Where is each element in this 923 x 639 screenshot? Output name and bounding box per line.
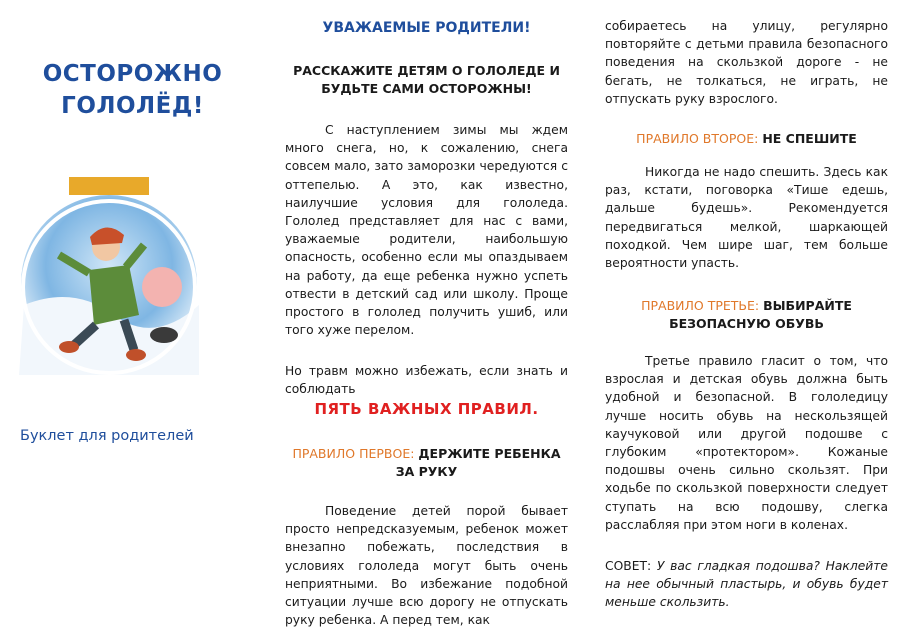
child-slipping-on-ice-illustration — [14, 175, 204, 375]
rule1-heading: ПРАВИЛО ПЕРВОЕ: ДЕРЖИТЕ РЕБЕНКА ЗА РУКУ — [285, 445, 568, 481]
tip-text: У вас гладкая подошва? Наклейте на нее обычный пластырь, и обувь будет меньше скользить. — [605, 559, 888, 610]
rule1-continued-paragraph: собираетесь на улицу, регулярно повторяйте с детьми правила безопасного поведения на скользкой дороге - не бегать, не толкаться, не играть, не отпускать руку взрослого. — [605, 19, 888, 106]
rule2-label: ПРАВИЛО ВТОРОЕ — [636, 131, 755, 146]
rule3-title-line2: БЕЗОПАСНУЮ ОБУВЬ — [669, 316, 824, 331]
right-panel — [605, 0, 888, 639]
tip-label: СОВЕТ: — [605, 559, 652, 573]
rule3-paragraph: Третье правило гласит о том, что взрослая и детская обувь должна быть удобной и безопасной. В гололедицу лучше носить обувь на нескользящей каучуковой или другой подошве с глубоким «протектором». Кожаные подошвы очень сильно скользят. При ходьбе по скользкой поверхности следует ступать на всю подошву, слегка расслабляя при этом ноги в коленах. — [605, 354, 888, 532]
rule2-paragraph: Никогда не надо спешить. Здесь как раз, кстати, поговорка «Тише едешь, дальше будешь». Рекомендуется передвигаться мелкой, шаркающей походкой. Чем шире шаг, тем больше вероятности упасть. — [605, 165, 888, 271]
cover-subtitle: Буклет для родителей — [20, 428, 194, 444]
rule1-title-line2: ЗА РУКУ — [395, 464, 458, 479]
rule3-heading: ПРАВИЛО ТРЕТЬЕ: ВЫБИРАЙТЕ БЕЗОПАСНУЮ ОБУВЬ — [605, 297, 888, 333]
subheading-line2: БУДЬТЕ САМИ ОСТОРОЖНЫ! — [321, 81, 532, 96]
rule3-title-line1: ВЫБИРАЙТЕ — [763, 298, 852, 313]
rule3-label: ПРАВИЛО ТРЕТЬЕ — [641, 298, 755, 313]
greeting-heading: УВАЖАЕМЫЕ РОДИТЕЛИ! — [322, 20, 531, 36]
tip-paragraph — [605, 557, 888, 612]
cover-title-line2: ГОЛОЛЁД! — [61, 93, 204, 119]
middle-panel — [285, 0, 568, 639]
rule1-title-line1: ДЕРЖИТЕ РЕБЕНКА — [418, 446, 561, 461]
cover-title — [10, 58, 255, 122]
subheading-line1: РАССКАЖИТЕ ДЕТЯМ О ГОЛОЛЕДЕ И — [293, 63, 560, 78]
rule2-title: НЕ СПЕШИТЕ — [762, 131, 857, 146]
cover-panel — [0, 0, 265, 639]
rule2-heading: ПРАВИЛО ВТОРОЕ: НЕ СПЕШИТЕ — [636, 131, 857, 146]
subheading — [285, 62, 568, 98]
rule1-label: ПРАВИЛО ПЕРВОЕ — [292, 446, 411, 461]
rule1-paragraph: Поведение детей порой бывает просто непредсказуемым, ребенок может внезапно побежать, последствия в условиях гололеда могут быть очень неприятными. Во избежание подобной ситуации лучше всю дорогу не отпускать руку ребенка. А перед тем, как — [285, 504, 568, 628]
lead-paragraph: Но травм можно избежать, если знать и соблюдать — [285, 364, 568, 397]
five-rules-heading: ПЯТЬ ВАЖНЫХ ПРАВИЛ. — [314, 400, 539, 418]
cover-title-line1: ОСТОРОЖНО — [42, 61, 223, 87]
intro-paragraph: С наступлением зимы мы ждем много снега, но, к сожалению, снега совсем мало, зато заморозки чередуются с оттепелью. А это, как известно, наилучшие условия для гололеда. Гололед представляет для нас с вами, уважаемые родители, наибольшую опасность, особенно если мы опаздываем на работу, да еще ребенка нужно успеть отвести в детский сад или школу. Проще простого в гололед получить ушиб, или того хуже перелом. — [285, 123, 568, 338]
